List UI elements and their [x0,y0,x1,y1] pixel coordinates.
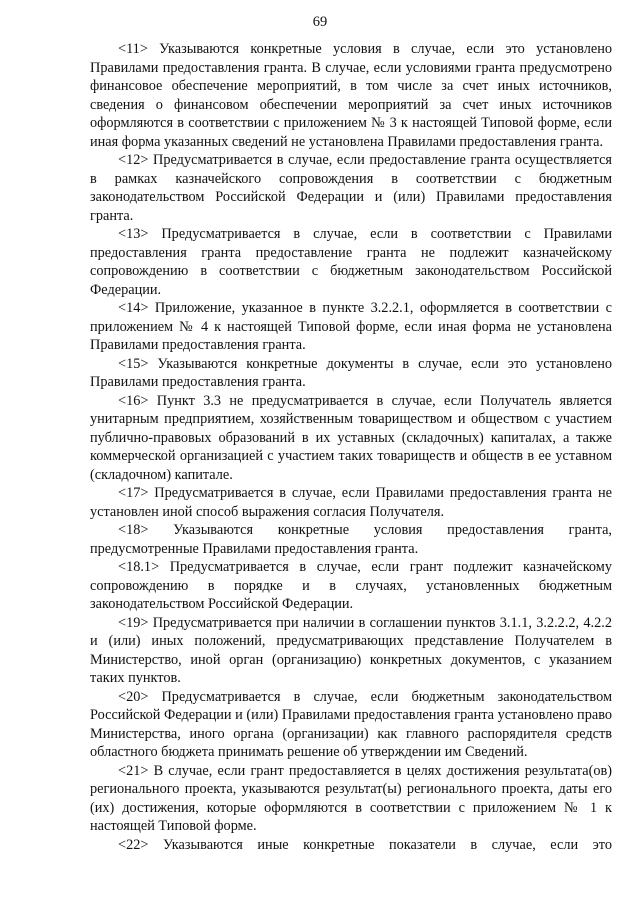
footnote-21: <21> В случае, если грант предоставляется в целях достижения результата(ов) регионального проекта, указываются результат(ы) регионального проекта, даты его (их) достижения, которые оформляются в соответствии с приложением № 1 к настоящей Типовой форме. [90,762,612,834]
page-number: 69 [312,14,328,30]
footnote-12: <12> Предусматривается в случае, если предоставление гранта осуществляется в рамках казначейского сопровождения в соответствии с бюджетным законодательством Российской Федерации и (или) Правилами предоставления гранта. [90,152,612,224]
footnote-19: <19> Предусматривается при наличии в соглашении пунктов 3.1.1, 3.2.2.2, 4.2.2 и (или) иных положений, предусматривающих представление Получателем в Министерство, иной орган (организацию) конкретных документов, с указанием таких пунктов. [90,614,612,686]
footnote-15: <15> Указываются конкретные документы в случае, если это установлено Правилами предоставления гранта. [90,355,612,390]
footnote-22: <22> Указываются иные конкретные показатели в случае, если это [118,836,612,853]
footnote-13: <13> Предусматривается в случае, если в соответствии с Правилами предоставления гранта предоставление гранта не подлежит казначейскому сопровождению в соответствии с бюджетным законодательством Российской Федерации. [90,226,612,298]
footnote-17: <17> Предусматривается в случае, если Правилами предоставления гранта не установлен иной способ выражения согласия Получателя. [90,485,612,520]
footnote-14: <14> Приложение, указанное в пункте 3.2.2.1, оформляется в соответствии с приложением № 4 к настоящей Типовой форме, если иная форма не установлена Правилами предоставления гранта. [90,300,612,353]
footnote-20: <20> Предусматривается в случае, если бюджетным законодательством Российской Федерации и (или) Правилами предоставления гранта установлено право Министерства, иного органа (организации) как главного распорядителя средств областного бюджета принимать решение об утверждении им Сведений. [90,688,612,760]
footnote-11: <11> Указываются конкретные условия в случае, если это установлено Правилами предоставления гранта. В случае, если условиями гранта предусмотрено финансовое обеспечение мероприятий, в том числе за счет иных источников, сведения о финансовом обеспечении мероприятий за счет иных источников оформляются в соответствии с приложением № 3 к настоящей Типовой форме, если иная форма указанных сведений не установлена Правилами предоставления гранта. [90,41,612,150]
footnotes-body [90,40,612,854]
footnote-16: <16> Пункт 3.3 не предусматривается в случае, если Получатель является унитарным предприятием, хозяйственным товариществом и обществом с участием публично-правовых образований в их уставных (складочных) капиталах, а также коммерческой организацией с участием таких товариществ и обществ в ее уставном (складочном) капитале. [90,392,612,483]
footnote-18: <18> Указываются конкретные условия предоставления гранта, предусмотренные Правилами предоставления гранта. [90,522,612,557]
footnote-18-1: <18.1> Предусматривается в случае, если грант подлежит казначейскому сопровождению в порядке и в случаях, установленных бюджетным законодательством Российской Федерации. [90,559,612,612]
